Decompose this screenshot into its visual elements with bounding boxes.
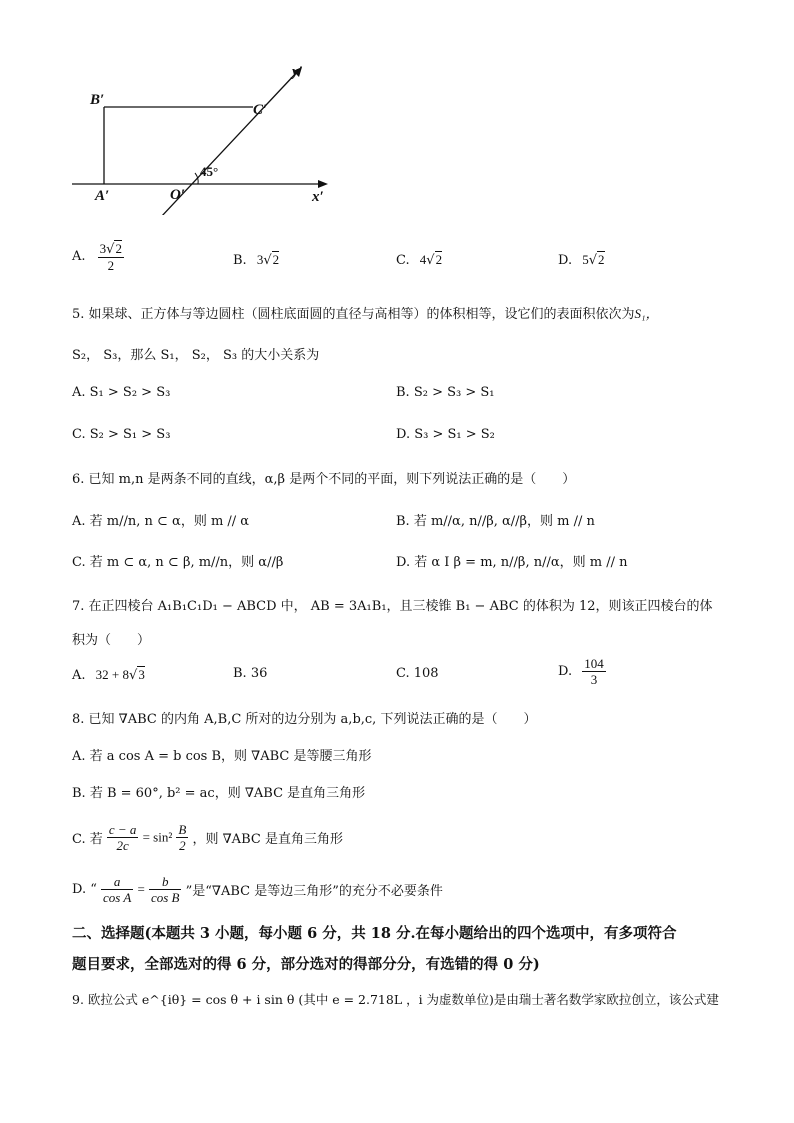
- x-axis-arrow: [318, 180, 328, 188]
- q5-option-a[interactable]: A. S₁ > S₂ > S₃: [72, 385, 171, 400]
- q6-option-d[interactable]: D. 若 α I β = m, n//β, n//α，则 m // n: [396, 555, 628, 570]
- q6-option-a[interactable]: A. 若 m//n, n ⊂ α，则 m // α: [72, 514, 250, 529]
- q5-option-c[interactable]: C. S₂ > S₁ > S₃: [72, 427, 171, 442]
- section-2-heading-line-2: 题目要求，全部选对的得 6 分，部分选对的得部分分，有选错的得 0 分): [72, 956, 540, 973]
- q4-option-a[interactable]: A. $\frac{3√2}{2}$: [72, 241, 122, 273]
- label-o: O′: [170, 187, 186, 203]
- q7-option-a[interactable]: A. 32 + 8√3: [72, 667, 145, 683]
- q8-option-c[interactable]: C. 若 $\frac{c - a}{2c}$ = sin² $\frac{B}{2}$ ，则 ∇ABC 是直角三角形: [72, 822, 343, 853]
- label-y: y′: [292, 64, 303, 80]
- label-angle: 45°: [200, 164, 219, 179]
- q8-stem: 8. 已知 ∇ABC 的内角 A,B,C 所对的边分别为 a,b,c, 下列说法正确的是（ ）: [72, 712, 537, 727]
- q6-stem: 6. 已知 m,n 是两条不同的直线，α,β 是两个不同的平面，则下列说法正确的是（ ）: [72, 472, 576, 487]
- q6-option-b[interactable]: B. 若 m//α, n//β, α//β，则 m // n: [396, 514, 595, 529]
- q8-option-a[interactable]: A. 若 a cos A = b cos B，则 ∇ABC 是等腰三角形: [72, 749, 372, 764]
- q5-stem-line-2: S₂， S₃，那么 S₁， S₂， S₃ 的大小关系为: [72, 348, 320, 363]
- q9-stem: 9. 欧拉公式 e^{iθ} = cos θ + i sin θ (其中 e = 2.718L ，i 为虚数单位)是由瑞士著名数学家欧拉创立，该公式建: [72, 992, 719, 1007]
- q4-option-b[interactable]: B. 3√2: [233, 252, 280, 268]
- label-b: B′: [90, 92, 105, 108]
- q5-stem-line-1: 5. 如果球、正方体与等边圆柱（圆柱底面圆的直径与高相等）的体积相等，设它们的表面积依次为S₁，: [72, 306, 659, 322]
- q4-option-c[interactable]: C. 4√2: [396, 252, 443, 268]
- q7-option-c[interactable]: C. 108: [396, 666, 439, 681]
- label-x: x′: [312, 189, 324, 205]
- section-2-heading-line-1: 二、选择题(本题共 3 小题，每小题 6 分，共 18 分.在每小题给出的四个选项中，有多项符合: [72, 925, 677, 942]
- q4-option-d[interactable]: D. 5√2: [558, 252, 605, 268]
- q7-option-d[interactable]: D. $\frac{104}{3}$: [558, 656, 604, 687]
- q5-option-d[interactable]: D. S₃ > S₁ > S₂: [396, 427, 495, 442]
- q5-option-b[interactable]: B. S₂ > S₃ > S₁: [396, 385, 495, 400]
- q8-option-d[interactable]: D. “ $\frac{a}{\text{cos A}}$ = $\frac{b}{\text{cos B}}$ ”是“∇ABC 是等边三角形”的充分不必要条件: [72, 874, 443, 905]
- label-a: A′: [95, 188, 110, 204]
- label-c: C′: [253, 102, 268, 118]
- q7-stem-line-2: 积为（ ）: [72, 633, 151, 648]
- q7-stem-line-1: 7. 在正四棱台 A₁B₁C₁D₁ − ABCD 中， AB = 3A₁B₁，且三棱锥 B₁ − ABC 的体积为 12，则该正四棱台的体: [72, 599, 713, 614]
- q8-option-b[interactable]: B. 若 B = 60°, b² = ac，则 ∇ABC 是直角三角形: [72, 786, 366, 801]
- y-axis: [130, 71, 298, 215]
- q7-option-b[interactable]: B. 36: [233, 666, 268, 681]
- q6-option-c[interactable]: C. 若 m ⊂ α, n ⊂ β, m//n，则 α//β: [72, 555, 284, 570]
